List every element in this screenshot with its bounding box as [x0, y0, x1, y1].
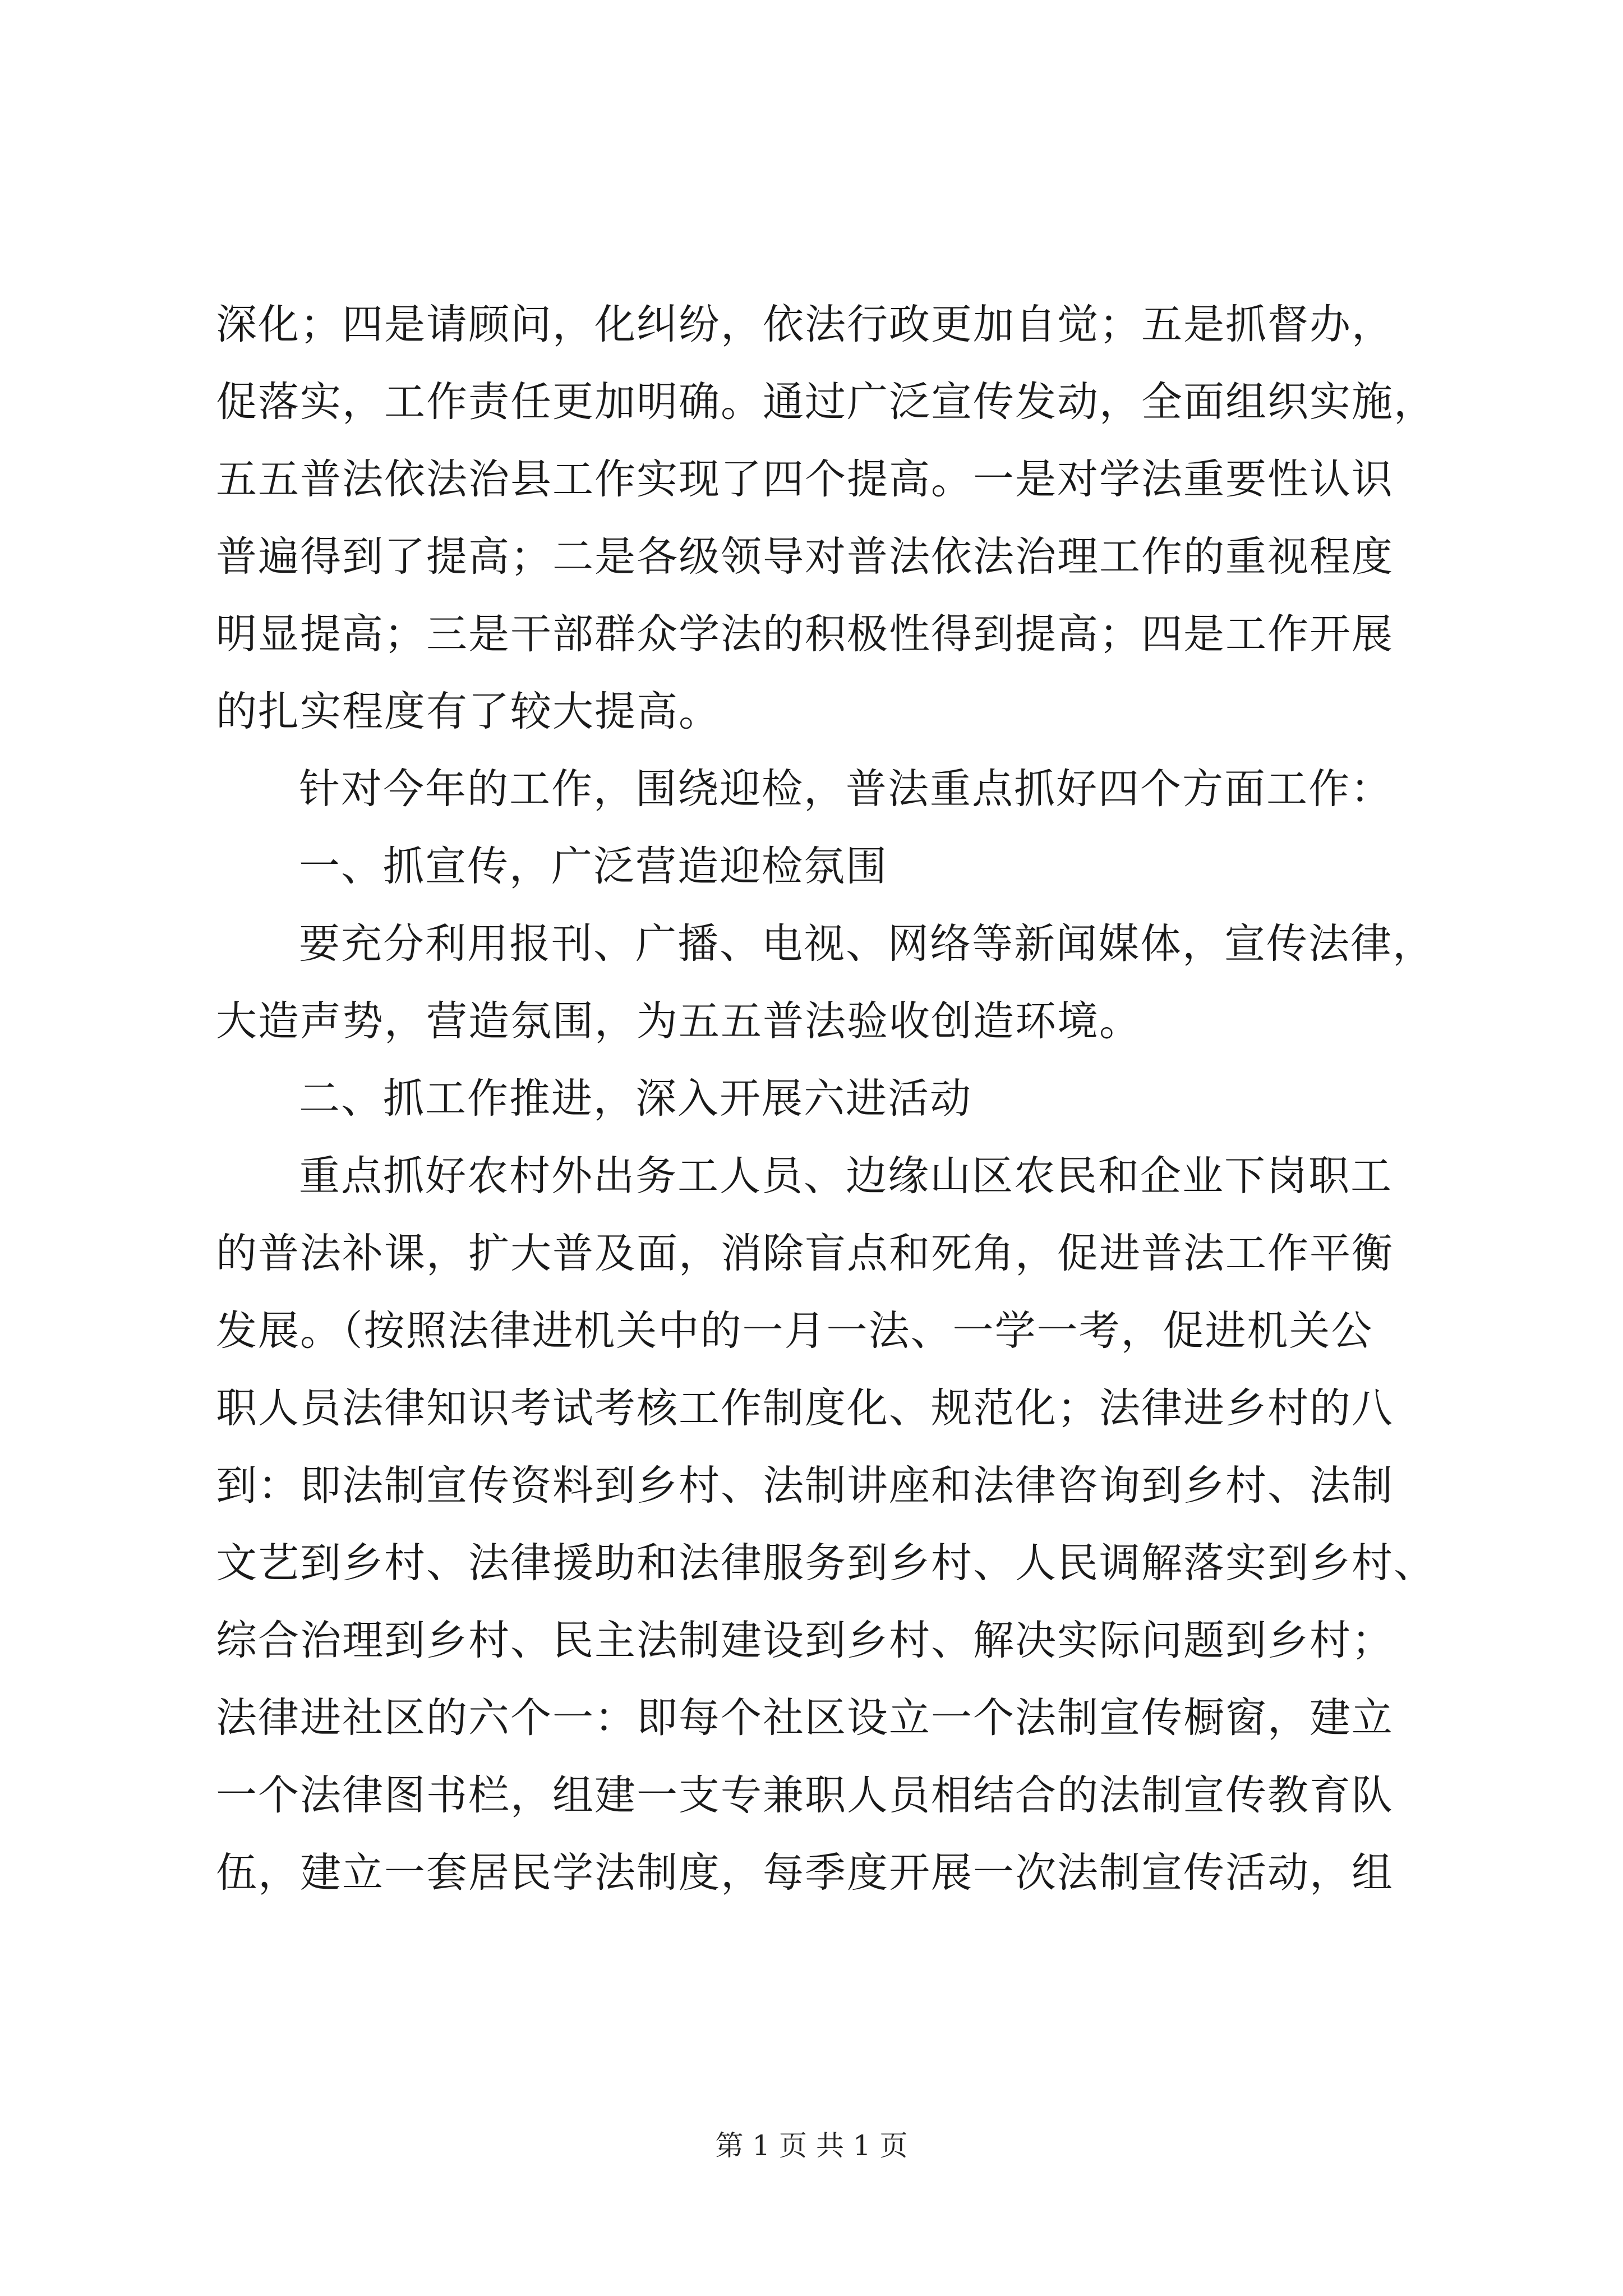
text-line: 重点抓好农村外出务工人员、边缘山区农民和企业下岗职工 [299, 1152, 1393, 1200]
page-footer: 第 1 页 共 1 页 [715, 2129, 908, 2162]
text-line: 文艺到乡村、法律援助和法律服务到乡村、人民调解落实到乡村、 [216, 1539, 1436, 1587]
text-line: 要充分利用报刊、广播、电视、网络等新闻媒体，宣传法律， [299, 920, 1435, 968]
text-line: 一个法律图书栏，组建一支专兼职人员相结合的法制宣传教育队 [216, 1772, 1394, 1819]
document-body [216, 286, 1436, 1912]
text-line: 的扎实程度有了较大提高。 [216, 688, 721, 735]
text-line: 综合治理到乡村、民主法制建设到乡村、解决实际问题到乡村； [216, 1617, 1394, 1664]
text-line: 深化；四是请顾问，化纠纷，依法行政更加自觉；五是抓督办， [216, 301, 1394, 348]
text-line: 针对今年的工作，围绕迎检，普法重点抓好四个方面工作： [299, 765, 1393, 813]
text-line: 法律进社区的六个一：即每个社区设立一个法制宣传橱窗，建立 [216, 1694, 1394, 1742]
text-line: 一、抓宣传，广泛营造迎检氛围 [299, 843, 888, 890]
text-line: 到：即法制宣传资料到乡村、法制讲座和法律咨询到乡村、法制 [216, 1462, 1394, 1510]
text-line: 五五普法依法治县工作实现了四个提高。一是对学法重要性认识 [216, 455, 1394, 503]
text-line: 发展。（按照法律进机关中的一月一法、一学一考，促进机关公 [216, 1307, 1373, 1355]
text-line: 普遍得到了提高；二是各级领导对普法依法治理工作的重视程度 [216, 533, 1394, 581]
text-line: 促落实，工作责任更加明确。通过广泛宣传发动，全面组织实施， [216, 378, 1436, 426]
text-line: 明显提高；三是干部群众学法的积极性得到提高；四是工作开展 [216, 610, 1394, 658]
text-line: 二、抓工作推进，深入开展六进活动 [299, 1075, 972, 1122]
text-line: 职人员法律知识考试考核工作制度化、规范化；法律进乡村的八 [216, 1384, 1394, 1432]
text-line: 伍，建立一套居民学法制度，每季度开展一次法制宣传活动，组 [216, 1849, 1394, 1897]
text-line: 大造声势，营造氛围，为五五普法验收创造环境。 [216, 997, 1141, 1045]
text-line: 的普法补课，扩大普及面，消除盲点和死角，促进普法工作平衡 [216, 1230, 1394, 1277]
